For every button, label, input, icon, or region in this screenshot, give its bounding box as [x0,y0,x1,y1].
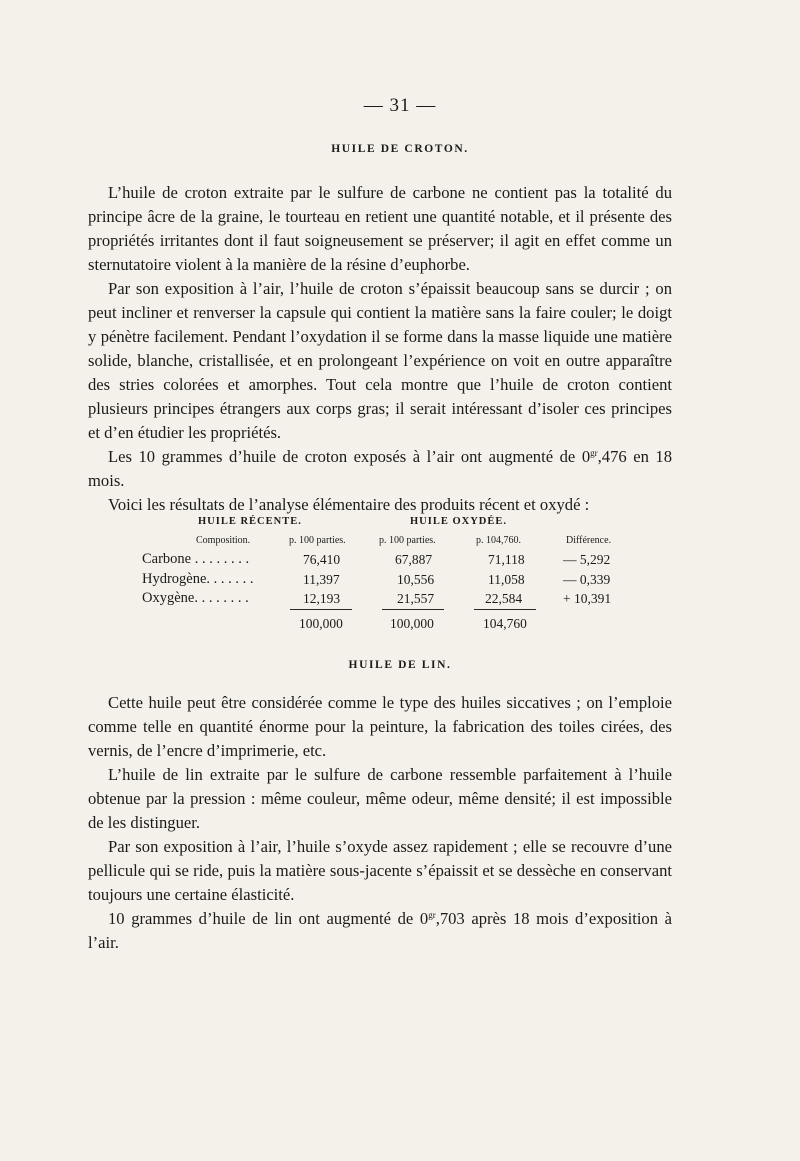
lin-gain-after: ,703 après 18 mois d’exposition à l’air. [88,909,672,952]
croton-gain-before: Les 10 grammes d’huile de croton exposés à l’air ont augmenté de 0 [108,447,591,466]
lin-paragraph-2: L’huile de lin extraite par le sulfure de carbone ressemble parfaitement à l’huile obtenue par la pression : même couleur, même odeur, même densité; il est impossible de les distinguer. [88,765,672,832]
lin-weight-gain [88,907,672,955]
table-row-oxygene-element: Oxygène. . . . . . . . [142,590,249,606]
lin-gain-before: 10 grammes d’huile de lin ont augmenté de 0 [108,909,429,928]
croton-text [88,181,672,517]
table-row-carbone-oxid-104: 71,118 [488,552,525,567]
table-row-oxygene-recent: 12,193 [303,591,341,606]
table-row-oxygene-diff: + 10,391 [563,591,612,606]
table-row-hydrogene-oxid-104: 11,058 [488,572,525,587]
analysis-intro: Voici les résultats de l’analyse élémentaire des produits récent et oxydé : [108,495,590,514]
table-col-composition: Composition. [196,535,251,546]
table-total-oxid-100: 100,000 [390,616,434,631]
table-row-hydrogene-diff: — 0,339 [563,572,611,587]
lin-paragraph-1: Cette huile peut être considérée comme le type des huiles siccatives ; on l’emploie comme telle en quantité énorme pour la peinture, la fabrication des toiles cirées, des vernis, de l’encre d’imprimerie, etc. [88,693,672,760]
lin-paragraph-3: Par son exposition à l’air, l’huile s’oxyde assez rapidement ; elle se recouvre d’une pellicule qui se ride, puis la matière sous-jacente s’épaissit et se dessèche en conservant toujours une certaine élasticité. [88,837,672,904]
table-row-oxygene-oxid-100: 21,557 [397,591,435,606]
croton-heading: HUILE DE CROTON. [331,143,469,155]
lin-gain-unit: gr [428,910,436,920]
table-row-carbone-diff: — 5,292 [563,552,611,567]
table-total-rule-oxid-100 [382,609,444,610]
lin-heading: HUILE DE LIN. [348,659,452,671]
table-total-rule-oxid-104 [474,609,536,610]
croton-weight-gain [88,445,672,493]
lin-text [88,691,672,955]
croton-gain-unit: gr [590,448,598,458]
table-col-oxid-100: p. 100 parties. [379,535,436,546]
table-group-oxidized: HUILE OXYDÉE. [410,516,508,527]
table-col-recent: p. 100 parties. [289,535,346,546]
table-col-oxid-104: p. 104,760. [476,535,521,546]
table-group-recent: HUILE RÉCENTE. [198,516,302,527]
table-total-oxid-104: 104,760 [483,616,527,631]
croton-gain-after: ,476 en 18 mois. [88,447,673,490]
table-row-carbone-recent: 76,410 [303,552,341,567]
croton-paragraph-2: Par son exposition à l’air, l’huile de croton s’épaissit beaucoup sans se durcir ; on peut incliner et renverser la capsule qui contient la matière sans la faire couler; le doigt y pénètre facilement. Pendant l’oxydation il se forme dans la masse liquide une matière solide, blanche, cristallisée, et en prolongeant l’expérience on voit en outre apparaître des stries colorées et amorphes. Tout cela montre que l’huile de croton contient plusieurs principes étrangers aux corps gras; il serait intéressant d’isoler ces principes et d’en étudier les propriétés. [88,279,672,442]
table-total-rule-recent [290,609,352,610]
table-total-recent: 100,000 [299,616,343,631]
page-number: — 31 — [363,95,437,116]
table-row-hydrogene-element: Hydrogène. . . . . . . [142,571,254,587]
table-row-carbone-element: Carbone . . . . . . . . [142,551,250,567]
table-row-hydrogene-recent: 11,397 [303,572,340,587]
table-col-diff: Différence. [566,535,612,546]
croton-paragraph-1: L’huile de croton extraite par le sulfure de carbone ne contient pas la totalité du principe âcre de la graine, le tourteau en retient une quantité notable, et il présente des propriétés irritantes dont il faut soigneusement se préserver; il agit en effet comme un sternutatoire violent à la manière de la résine d’euphorbe. [88,183,672,274]
table-row-hydrogene-oxid-100: 10,556 [397,572,435,587]
table-row-oxygene-oxid-104: 22,584 [485,591,523,606]
table-row-carbone-oxid-100: 67,887 [395,552,433,567]
